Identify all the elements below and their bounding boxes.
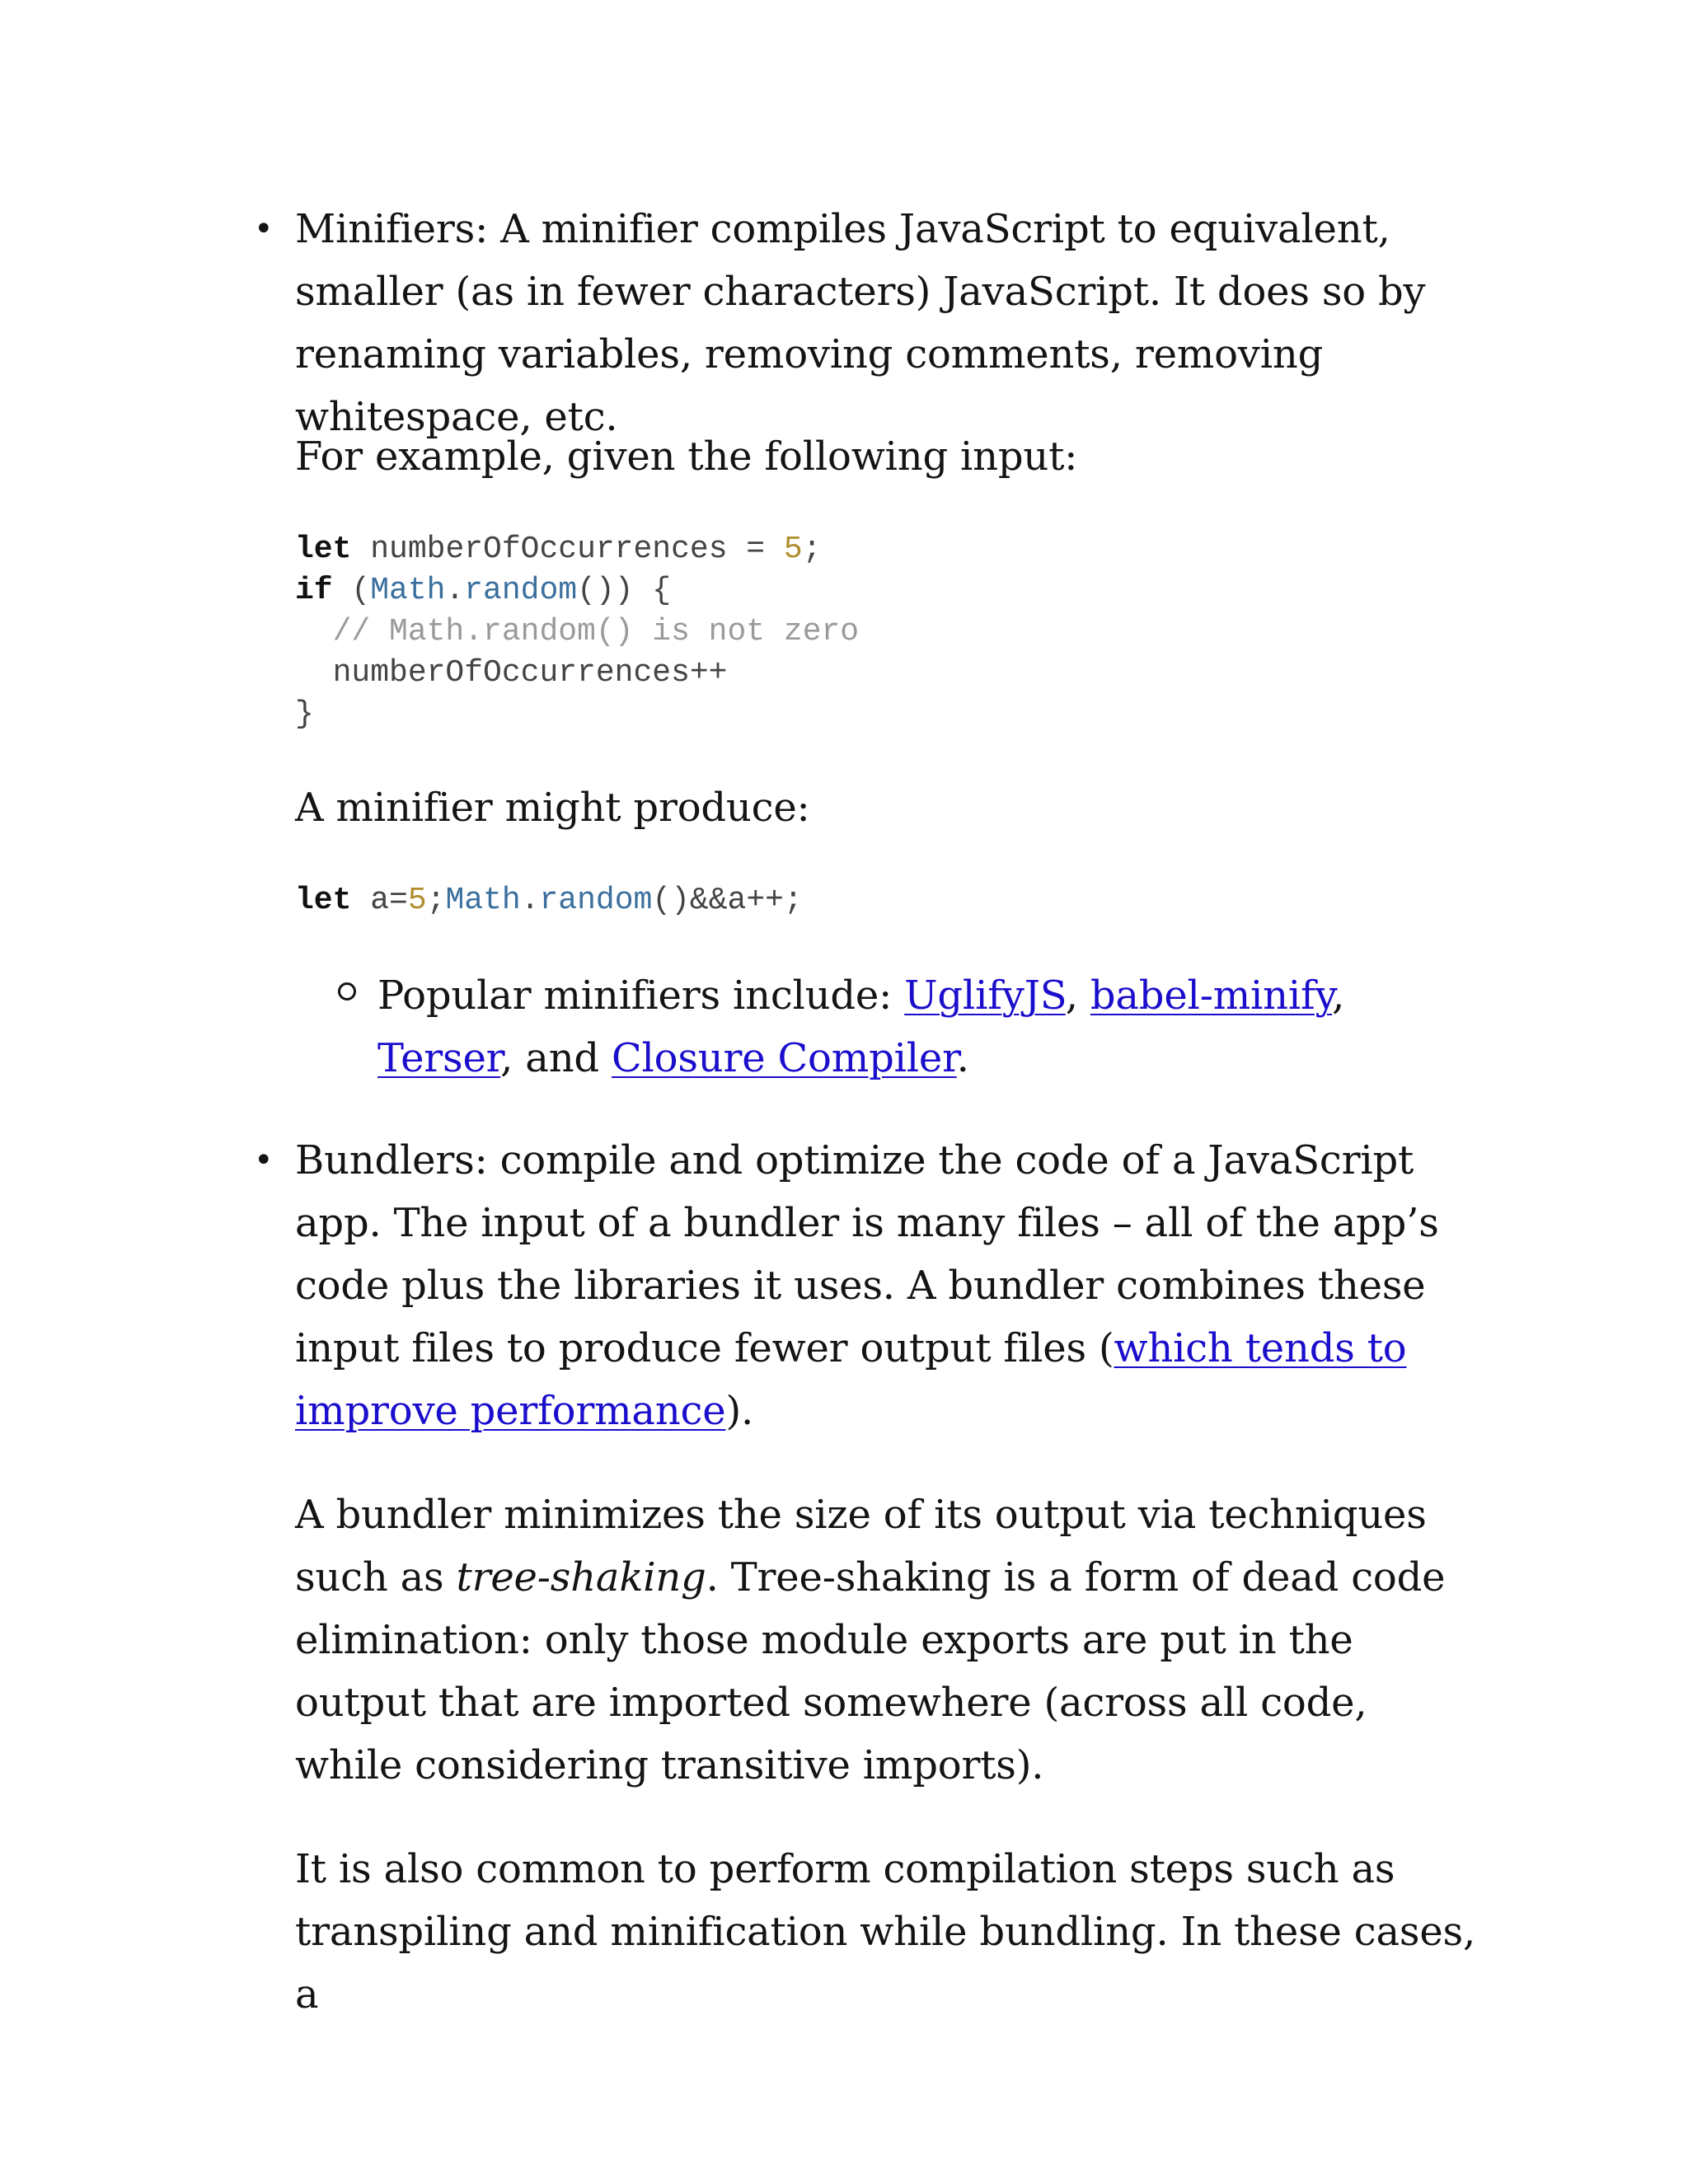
list-item-minifiers <box>254 198 1482 448</box>
code-text: ( <box>332 573 371 608</box>
code-number: 5 <box>407 883 427 918</box>
bullet-dot: • <box>254 1141 274 1179</box>
bundlers-text: Bundlers: compile and optimize the code of a JavaScript app. The input of a bundler is many files – all of the app’s code plus the libraries it uses. A bundler combines these input files to produce fewer output files ( <box>295 1137 1439 1371</box>
tree-shaking-term: tree-shaking <box>456 1554 706 1601</box>
produce-intro-block <box>295 776 1482 839</box>
example-intro-block <box>295 425 1482 488</box>
example-intro: For example, given the following input: <box>295 434 1078 480</box>
tree-shaking-text-end: . Tree-shaking is a form of dead code elimination: only those module exports are put in the output that are imported somewhere (across all code, while considering transitive imports). <box>295 1554 1446 1788</box>
code-text: . <box>445 573 465 608</box>
code-keyword: if <box>295 573 333 608</box>
minifiers-description: Minifiers: A minifier compiles JavaScript to equivalent, smaller (as in fewer characters) JavaScript. It does so by renaming variables, removing comments, removing whitespace, etc. <box>295 206 1426 440</box>
code-text: ()) { <box>577 573 672 608</box>
code-text: numberOfOccurrences = <box>351 532 784 567</box>
code-object: Math <box>445 883 521 918</box>
separator: , <box>1065 972 1090 1019</box>
code-text: } <box>295 696 314 732</box>
compilation-paragraph: It is also common to perform compilation steps such as transpiling and minification while bundling. In these cases, a <box>295 1846 1476 2018</box>
separator: . <box>956 1035 969 1081</box>
code-function: random <box>539 883 653 918</box>
tree-shaking-text: A bundler minimizes the size of its output via techniques such as <box>295 1492 1427 1601</box>
popular-prefix: Popular minifiers include: <box>377 972 905 1019</box>
code-number: 5 <box>783 532 803 567</box>
bundlers-description <box>295 1129 1482 1442</box>
separator: , and <box>500 1035 612 1081</box>
code-keyword: let <box>295 532 352 567</box>
code-text: . <box>520 883 540 918</box>
link-uglifyjs[interactable]: UglifyJS <box>904 972 1066 1019</box>
separator: , <box>1332 972 1345 1019</box>
code-block-input <box>295 529 1482 735</box>
code-input <box>295 529 1482 735</box>
code-text: ; <box>426 883 446 918</box>
hollow-bullet-icon <box>338 982 356 1001</box>
code-output <box>295 880 1482 921</box>
code-object: Math <box>370 573 446 608</box>
code-keyword: let <box>295 883 352 918</box>
code-function: random <box>464 573 578 608</box>
code-block-output <box>295 880 1482 921</box>
tree-shaking-paragraph <box>295 1483 1482 1797</box>
code-text: numberOfOccurrences++ <box>295 655 728 691</box>
code-text: ; <box>802 532 822 567</box>
link-improve-performance[interactable]: which tends to improve performance <box>295 1325 1407 1434</box>
link-closure-compiler[interactable]: Closure Compiler <box>612 1035 957 1081</box>
bullet-dot: • <box>254 210 274 248</box>
link-babel-minify[interactable]: babel-minify <box>1090 972 1333 1019</box>
list-item-popular-minifiers <box>377 964 1449 1090</box>
bundlers-text-end: ). <box>725 1388 754 1434</box>
code-comment: // Math.random() is not zero <box>295 614 860 649</box>
list-item-bundlers <box>254 1129 1482 2026</box>
produce-intro: A minifier might produce: <box>295 785 810 831</box>
code-text: ()&&a++; <box>652 883 803 918</box>
code-text: a= <box>351 883 408 918</box>
link-terser[interactable]: Terser <box>377 1035 501 1081</box>
popular-minifiers-text <box>377 964 1449 1090</box>
